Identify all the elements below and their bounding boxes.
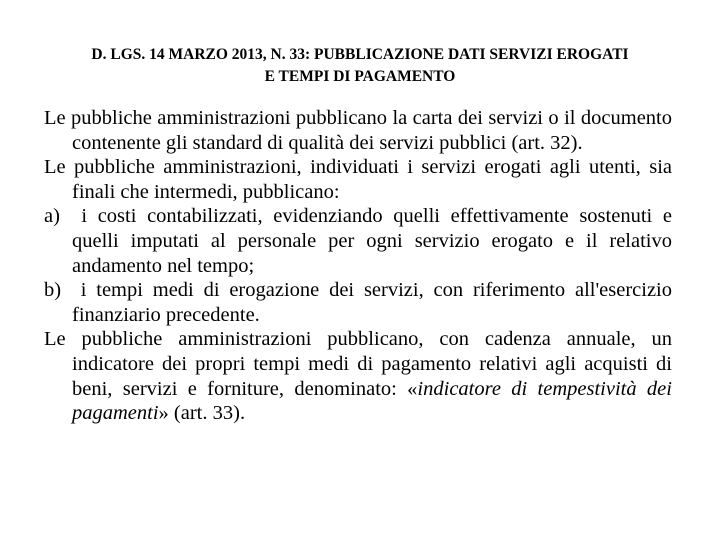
title-line-1: D. LGS. 14 MARZO 2013, N. 33: PUBBLICAZIONE DATI SERVIZI EROGATI (91, 46, 629, 63)
slide-body (44, 106, 672, 426)
slide-title (30, 44, 690, 88)
list-item-b (44, 278, 672, 327)
list-item-a (44, 204, 672, 278)
indicator-name-italic: indicatore di tempestività dei pagamenti (72, 377, 672, 425)
paragraph-carta-servizi: Le pubbliche amministrazioni pubblicano la carta dei servizi o il documento contenente gli standard di qualità dei servizi pubblici (art. 32). (44, 107, 672, 154)
list-marker-b: b) (44, 279, 62, 302)
list-item-a-text: i costi contabilizzati, evidenziando quelli effettivamente sostenuti e quelli imputati al personale per ogni servizio erogato e il relativo andamento nel tempo; (72, 205, 672, 277)
list-marker-a: a) (44, 205, 60, 228)
list-item-b-text: i tempi medi di erogazione dei servizi, con riferimento all'esercizio finanziario precedente. (72, 279, 673, 326)
paragraph-servizi-erogati: Le pubbliche amministrazioni, individuati i servizi erogati agli utenti, sia finali che intermedi, pubblicano: (44, 156, 672, 203)
paragraph-tempi-pagamento (44, 327, 672, 425)
title-line-2: E TEMPI DI PAGAMENTO (264, 68, 456, 85)
paragraph-tempi-pagamento-end: » (art. 33). (158, 402, 246, 425)
paragraph-tempi-pagamento-start: Le pubbliche amministrazioni pubblicano, con cadenza annuale, un indicatore dei propri tempi medi di pagamento relativi agli acquisti di beni, servizi e forniture, denominato: « (44, 328, 672, 400)
